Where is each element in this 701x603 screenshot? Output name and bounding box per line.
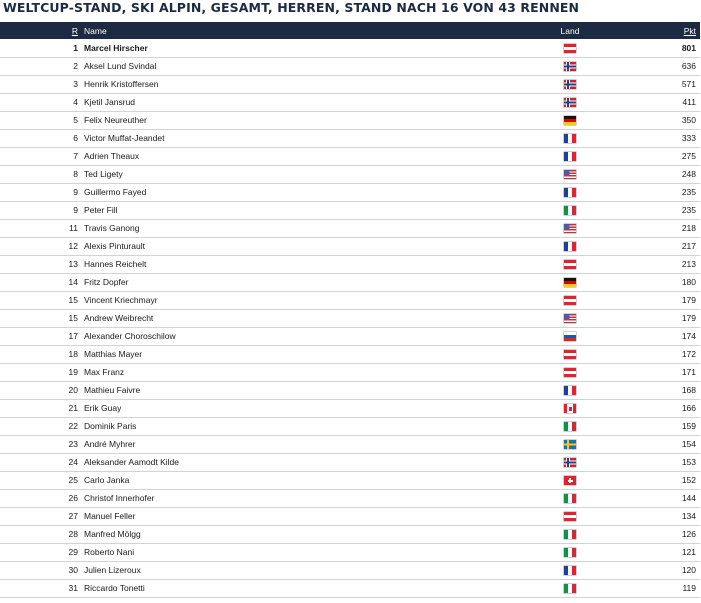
- points-cell: 154: [600, 435, 700, 453]
- athlete-name-cell: Adrien Theaux: [78, 147, 540, 165]
- athlete-name-cell: Vincent Kriechmayr: [78, 291, 540, 309]
- country-cell: [540, 219, 600, 237]
- table-row[interactable]: [0, 129, 700, 147]
- athlete-name-cell: Fritz Dopfer: [78, 273, 540, 291]
- country-cell: [540, 129, 600, 147]
- norway-flag-icon: [564, 80, 576, 89]
- points-cell: 134: [600, 507, 700, 525]
- rank-cell: 9: [0, 183, 78, 201]
- points-cell: 121: [600, 543, 700, 561]
- country-cell: [540, 291, 600, 309]
- athlete-name-cell: Christof Innerhofer: [78, 489, 540, 507]
- austria-flag-icon: [564, 350, 576, 359]
- table-row[interactable]: [0, 327, 700, 345]
- athlete-name-cell: Marcel Hirscher: [78, 39, 540, 57]
- rank-cell: 25: [0, 471, 78, 489]
- table-row[interactable]: [0, 381, 700, 399]
- athlete-name-cell: Aleksander Aamodt Kilde: [78, 453, 540, 471]
- table-row[interactable]: [0, 57, 700, 75]
- country-cell: [540, 327, 600, 345]
- country-cell: [540, 363, 600, 381]
- italy-flag-icon: [564, 422, 576, 431]
- points-cell: 275: [600, 147, 700, 165]
- rank-cell: 14: [0, 273, 78, 291]
- table-row[interactable]: [0, 345, 700, 363]
- column-header-rank[interactable]: R: [71, 25, 78, 36]
- points-cell: 168: [600, 381, 700, 399]
- points-cell: 166: [600, 399, 700, 417]
- points-cell: 333: [600, 129, 700, 147]
- points-cell: 171: [600, 363, 700, 381]
- athlete-name-cell: Alexis Pinturault: [78, 237, 540, 255]
- country-cell: [540, 75, 600, 93]
- france-flag-icon: [564, 386, 576, 395]
- table-row[interactable]: [0, 417, 700, 435]
- table-row[interactable]: [0, 237, 700, 255]
- table-row[interactable]: [0, 435, 700, 453]
- russia-flag-icon: [564, 332, 576, 341]
- italy-flag-icon: [564, 584, 576, 593]
- points-cell: 179: [600, 309, 700, 327]
- athlete-name-cell: Dominik Paris: [78, 417, 540, 435]
- points-cell: 174: [600, 327, 700, 345]
- table-row[interactable]: [0, 579, 700, 597]
- country-cell: [540, 435, 600, 453]
- country-cell: [540, 561, 600, 579]
- country-cell: [540, 147, 600, 165]
- rank-cell: 30: [0, 561, 78, 579]
- points-cell: 235: [600, 183, 700, 201]
- rank-cell: 27: [0, 507, 78, 525]
- rank-cell: 26: [0, 489, 78, 507]
- country-cell: [540, 255, 600, 273]
- austria-flag-icon: [564, 512, 576, 521]
- norway-flag-icon: [564, 98, 576, 107]
- sweden-flag-icon: [564, 440, 576, 449]
- table-row[interactable]: [0, 363, 700, 381]
- austria-flag-icon: [564, 260, 576, 269]
- table-row[interactable]: [0, 201, 700, 219]
- austria-flag-icon: [564, 296, 576, 305]
- france-flag-icon: [564, 566, 576, 575]
- athlete-name-cell: Mathieu Faivre: [78, 381, 540, 399]
- table-row[interactable]: [0, 75, 700, 93]
- rank-cell: 20: [0, 381, 78, 399]
- table-row[interactable]: [0, 453, 700, 471]
- country-cell: [540, 399, 600, 417]
- rank-cell: 17: [0, 327, 78, 345]
- austria-flag-icon: [564, 44, 576, 53]
- page-title: WELTCUP-STAND, SKI ALPIN, GESAMT, HERREN, STAND NACH 16 VON 43 RENNEN: [3, 0, 580, 15]
- table-row[interactable]: [0, 309, 700, 327]
- table-row[interactable]: [0, 93, 700, 111]
- country-cell: [540, 165, 600, 183]
- country-cell: [540, 93, 600, 111]
- table-row[interactable]: [0, 219, 700, 237]
- athlete-name-cell: Manfred Mölgg: [78, 525, 540, 543]
- country-cell: [540, 525, 600, 543]
- points-cell: 571: [600, 75, 700, 93]
- rank-cell: 9: [0, 201, 78, 219]
- country-cell: [540, 237, 600, 255]
- points-cell: 120: [600, 561, 700, 579]
- italy-flag-icon: [564, 548, 576, 557]
- table-header-row: [0, 22, 700, 39]
- country-cell: [540, 345, 600, 363]
- points-cell: 411: [600, 93, 700, 111]
- column-header-points[interactable]: Pkt: [683, 25, 696, 36]
- athlete-name-cell: Max Franz: [78, 363, 540, 381]
- rank-cell: 12: [0, 237, 78, 255]
- table-row[interactable]: [0, 507, 700, 525]
- athlete-name-cell: Julien Lizeroux: [78, 561, 540, 579]
- germany-flag-icon: [564, 116, 576, 125]
- country-cell: [540, 201, 600, 219]
- rank-cell: 18: [0, 345, 78, 363]
- points-cell: 248: [600, 165, 700, 183]
- athlete-name-cell: Alexander Choroschilow: [78, 327, 540, 345]
- rank-cell: 15: [0, 291, 78, 309]
- athlete-name-cell: Felix Neureuther: [78, 111, 540, 129]
- germany-flag-icon: [564, 278, 576, 287]
- country-cell: [540, 381, 600, 399]
- athlete-name-cell: Ted Ligety: [78, 165, 540, 183]
- table-row[interactable]: [0, 291, 700, 309]
- table-row[interactable]: [0, 399, 700, 417]
- points-cell: 126: [600, 525, 700, 543]
- rank-cell: 6: [0, 129, 78, 147]
- rank-cell: 3: [0, 75, 78, 93]
- rank-cell: 21: [0, 399, 78, 417]
- athlete-name-cell: Matthias Mayer: [78, 345, 540, 363]
- country-cell: [540, 453, 600, 471]
- athlete-name-cell: Roberto Nani: [78, 543, 540, 561]
- rank-cell: 19: [0, 363, 78, 381]
- country-cell: [540, 183, 600, 201]
- italy-flag-icon: [564, 530, 576, 539]
- table-row[interactable]: [0, 39, 700, 57]
- rank-cell: 24: [0, 453, 78, 471]
- points-cell: 217: [600, 237, 700, 255]
- country-cell: [540, 273, 600, 291]
- column-header-name[interactable]: Name: [84, 25, 107, 36]
- switzerland-flag-icon: [564, 476, 576, 485]
- points-cell: 119: [600, 579, 700, 597]
- points-cell: 218: [600, 219, 700, 237]
- usa-flag-icon: [564, 170, 576, 179]
- rank-cell: 4: [0, 93, 78, 111]
- rank-cell: 7: [0, 147, 78, 165]
- table-row[interactable]: [0, 543, 700, 561]
- table-row[interactable]: [0, 489, 700, 507]
- points-cell: 235: [600, 201, 700, 219]
- country-cell: [540, 579, 600, 597]
- points-cell: 350: [600, 111, 700, 129]
- rank-cell: 15: [0, 309, 78, 327]
- points-cell: 153: [600, 453, 700, 471]
- canada-flag-icon: [564, 404, 576, 413]
- table-row[interactable]: [0, 111, 700, 129]
- usa-flag-icon: [564, 224, 576, 233]
- rank-cell: 22: [0, 417, 78, 435]
- athlete-name-cell: Peter Fill: [78, 201, 540, 219]
- athlete-name-cell: Erik Guay: [78, 399, 540, 417]
- points-cell: 636: [600, 57, 700, 75]
- country-cell: [540, 417, 600, 435]
- country-cell: [540, 57, 600, 75]
- table-body: [0, 39, 700, 597]
- rank-cell: 11: [0, 219, 78, 237]
- country-cell: [540, 507, 600, 525]
- athlete-name-cell: Travis Ganong: [78, 219, 540, 237]
- country-cell: [540, 39, 600, 57]
- france-flag-icon: [564, 188, 576, 197]
- athlete-name-cell: Aksel Lund Svindal: [78, 57, 540, 75]
- table-row[interactable]: [0, 255, 700, 273]
- rank-cell: 29: [0, 543, 78, 561]
- france-flag-icon: [564, 134, 576, 143]
- athlete-name-cell: André Myhrer: [78, 435, 540, 453]
- athlete-name-cell: Manuel Feller: [78, 507, 540, 525]
- france-flag-icon: [564, 242, 576, 251]
- points-cell: 144: [600, 489, 700, 507]
- norway-flag-icon: [564, 458, 576, 467]
- table-row[interactable]: [0, 561, 700, 579]
- rank-cell: 8: [0, 165, 78, 183]
- points-cell: 159: [600, 417, 700, 435]
- table-row[interactable]: [0, 147, 700, 165]
- italy-flag-icon: [564, 494, 576, 503]
- rank-cell: 13: [0, 255, 78, 273]
- points-cell: 152: [600, 471, 700, 489]
- rank-cell: 28: [0, 525, 78, 543]
- athlete-name-cell: Carlo Janka: [78, 471, 540, 489]
- table-row[interactable]: [0, 273, 700, 291]
- country-cell: [540, 309, 600, 327]
- country-cell: [540, 471, 600, 489]
- points-cell: 172: [600, 345, 700, 363]
- country-cell: [540, 111, 600, 129]
- country-cell: [540, 489, 600, 507]
- table-row[interactable]: [0, 165, 700, 183]
- table-row[interactable]: [0, 525, 700, 543]
- standings-table: [0, 22, 700, 598]
- athlete-name-cell: Hannes Reichelt: [78, 255, 540, 273]
- athlete-name-cell: Guillermo Fayed: [78, 183, 540, 201]
- norway-flag-icon: [564, 62, 576, 71]
- points-cell: 801: [600, 39, 700, 57]
- country-cell: [540, 543, 600, 561]
- rank-cell: 23: [0, 435, 78, 453]
- column-header-land[interactable]: Land: [560, 25, 580, 36]
- athlete-name-cell: Kjetil Jansrud: [78, 93, 540, 111]
- athlete-name-cell: Victor Muffat-Jeandet: [78, 129, 540, 147]
- points-cell: 180: [600, 273, 700, 291]
- italy-flag-icon: [564, 206, 576, 215]
- rank-cell: 31: [0, 579, 78, 597]
- usa-flag-icon: [564, 314, 576, 323]
- austria-flag-icon: [564, 368, 576, 377]
- athlete-name-cell: Riccardo Tonetti: [78, 579, 540, 597]
- rank-cell: 5: [0, 111, 78, 129]
- france-flag-icon: [564, 152, 576, 161]
- athlete-name-cell: Henrik Kristoffersen: [78, 75, 540, 93]
- rank-cell: 2: [0, 57, 78, 75]
- points-cell: 213: [600, 255, 700, 273]
- table-row[interactable]: [0, 183, 700, 201]
- athlete-name-cell: Andrew Weibrecht: [78, 309, 540, 327]
- rank-cell: 1: [0, 39, 78, 57]
- table-row[interactable]: [0, 471, 700, 489]
- points-cell: 179: [600, 291, 700, 309]
